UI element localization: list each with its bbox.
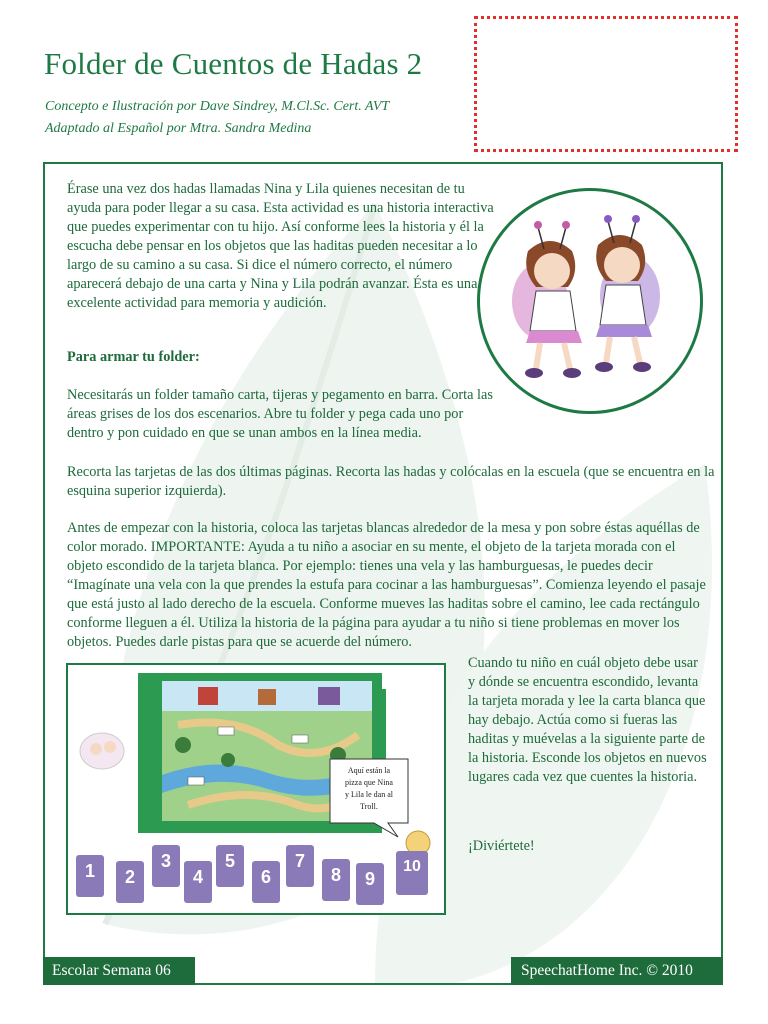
instructions-paragraph: Antes de empezar con la historia, coloca las tarjetas blancas alrededor de la mesa y pon sobre éstas aquéllas de color morado. IMPORTANTE: Ayuda a tu niño a asociar en su mente, el objeto de la tarjeta morada con el objeto escondido de la tarjeta blanca. Por ejemplo: tienes una vela y las hamburguesas, le puedes decir “Imagínate una vela con la que prendes la estufa para cocinar a las hamburguesas”. Comienza leyendo el pasaje que está justo al lado derecho de la escuela. Conforme mueves las haditas sobre el camino, lee cada rectángulo conforme lleguen a él. Utiliza la historia de la página para ayudar a tu niño si tiene problemas en mover los objetos. Puedes darle pistas para que se acuerde del número. bbox=[67, 520, 706, 650]
credit-illustration: Concepto e Ilustración por Dave Sindrey, M.Cl.Sc. Cert. AVT bbox=[45, 99, 390, 114]
bubble-line-4: Troll. bbox=[360, 802, 378, 811]
card-number: 7 bbox=[294, 851, 306, 871]
bubble-line-1: Aquí están la bbox=[347, 766, 391, 775]
fairies-illustration bbox=[477, 188, 703, 414]
card-number: 3 bbox=[160, 851, 172, 871]
card-number: 1 bbox=[84, 861, 96, 881]
folder-photo-illustration bbox=[68, 665, 444, 913]
page-title: Folder de Cuentos de Hadas 2 bbox=[44, 46, 423, 81]
credit-adaptation: Adaptado al Español por Mtra. Sandra Medina bbox=[45, 121, 312, 136]
card-number: 4 bbox=[192, 867, 204, 887]
purple-cards-row bbox=[76, 845, 428, 905]
card-number: 6 bbox=[260, 867, 272, 887]
folder-activity-photo bbox=[66, 663, 446, 915]
card-number: 2 bbox=[124, 867, 136, 887]
bubble-line-2: pizza que Nina bbox=[345, 778, 393, 787]
footer-copyright: SpeechatHome Inc. © 2010 bbox=[511, 957, 723, 985]
bubble-line-3: y Lila le dan al bbox=[345, 790, 393, 799]
card-number: 5 bbox=[224, 851, 236, 871]
assemble-heading: Para armar tu folder: bbox=[67, 349, 200, 365]
footer-week-label: Escolar Semana 06 bbox=[43, 957, 195, 985]
label-placeholder-box bbox=[474, 16, 738, 152]
card-number: 9 bbox=[364, 869, 376, 889]
closing-text: ¡Diviértete! bbox=[468, 838, 535, 854]
card-number: 10 bbox=[403, 858, 421, 875]
intro-paragraph: Érase una vez dos hadas llamadas Nina y Lila quienes necesitan de tu ayuda para poder llegar a su casa. Esta actividad es una historia interactiva que puedes experimentar con tu hijo. Así conforme lees la historia y él la escucha debe pensar en los objetos que las haditas pueden necesitar a lo largo de su camino a su casa. Si dice el número correcto, el número aparecerá debajo de una carta y Nina y Lila podrán avanzar. Ésta es una excelente actividad para memoria y audición. bbox=[67, 181, 494, 311]
assemble-paragraph-2: Recorta las tarjetas de las dos últimas páginas. Recorta las hadas y colócalas en la escuela (que se encuentra en la esquina superior izquierda). bbox=[67, 464, 715, 499]
assemble-paragraph-1: Necesitarás un folder tamaño carta, tijeras y pegamento en barra. Corta las áreas grises de los dos escenarios. Abre tu folder y pega cada uno por dentro y pon cuidado en que se unan ambos en la línea media. bbox=[67, 387, 493, 441]
side-paragraph: Cuando tu niño en cuál objeto debe usar y dónde se encuentra escondido, levanta la tarjeta morada y lee la carta blanca que hay debajo. Actúa como si fueras las haditas y muévelas a la siguiente parte de la historia. Esconde los objetos en nuevos lugares cada vez que cuentes la historia. bbox=[468, 655, 707, 785]
card-number: 8 bbox=[330, 865, 342, 885]
